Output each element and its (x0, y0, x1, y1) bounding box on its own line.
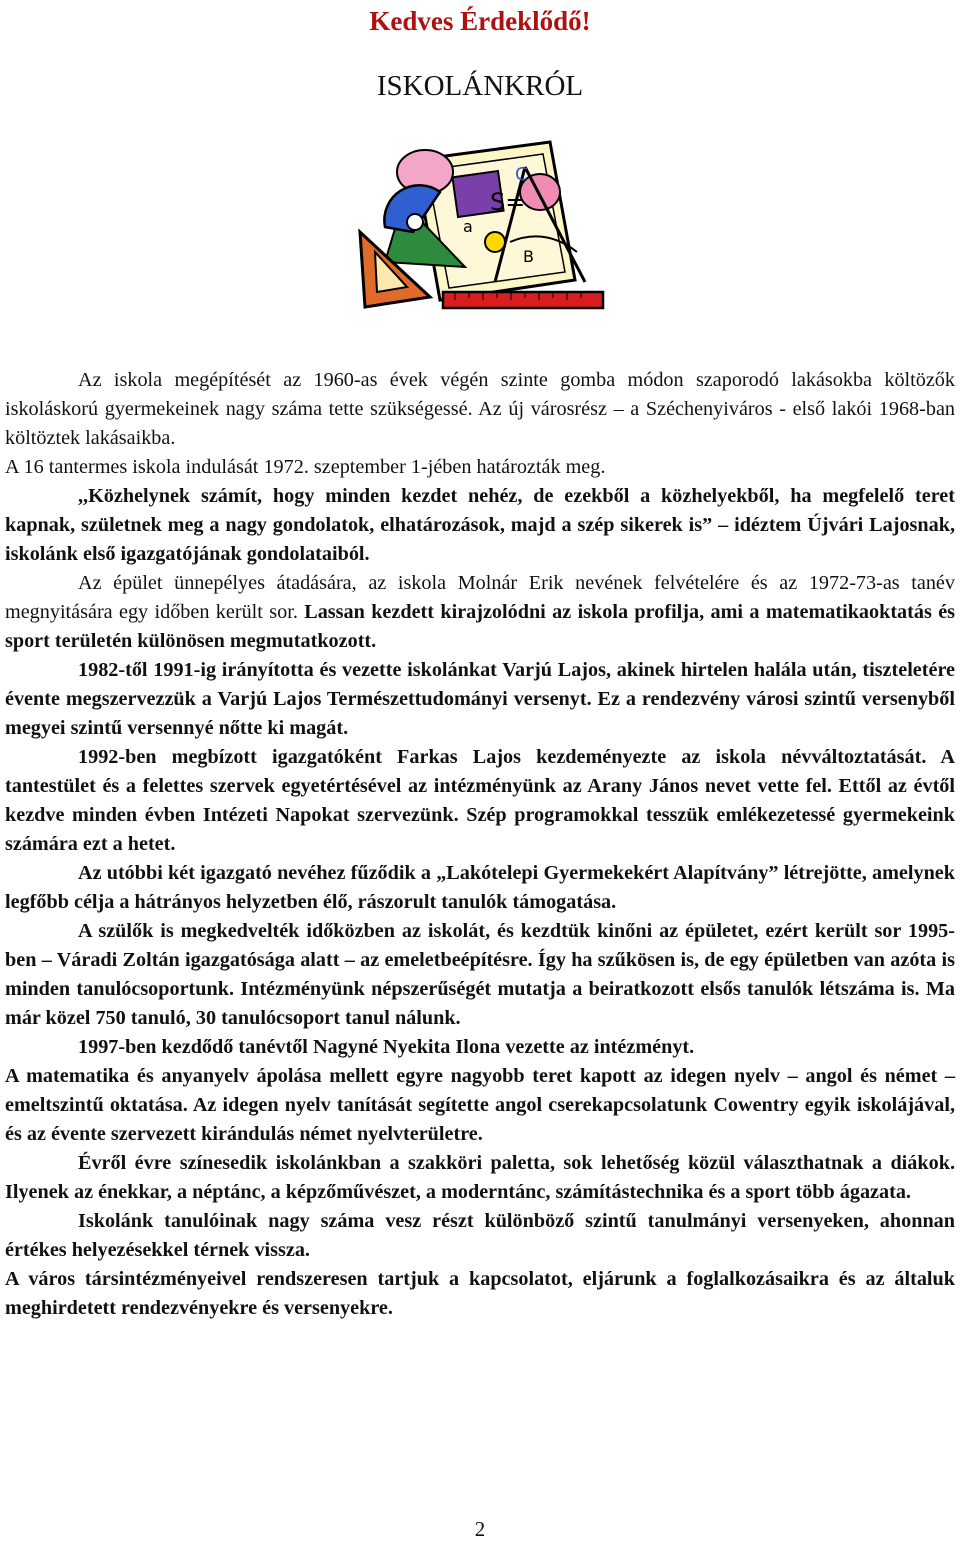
article-body (5, 366, 955, 1323)
paragraph: 1997-ben kezdődő tanévtől Nagyné Nyekita Ilona vezette az intézményt. (78, 1036, 695, 1058)
paragraph: A város társintézményeivel rendszeresen tartjuk a kapcsolatot, eljárunk a foglalkozásaikra és az általuk meghirdetett rendezvényekre és versenyekre. (5, 1268, 955, 1319)
clipart-letter: B (523, 247, 534, 266)
paragraph: 1982-től 1991-ig irányította és vezette iskolánkat Varjú Lajos, akinek hirtelen halála után, tiszteletére évente megszervezzük a Varjú Lajos Természettudományi versenyt. Ez a rendezvény városi szintű versenyből megyei szintű versennyé nőtte ki magát. (5, 659, 955, 739)
paragraph (5, 569, 955, 656)
clipart-letter: C (515, 164, 528, 185)
math-tools-clipart-icon (345, 132, 615, 322)
page-number: 2 (474, 1517, 486, 1541)
paragraph: A 16 tantermes iskola indulását 1972. szeptember 1-jében határozták meg. (5, 456, 606, 478)
page-title: ISKOLÁNKRÓL (376, 70, 584, 102)
paragraph: ,,Közhelynek számít, hogy minden kezdet nehéz, de ezekből a közhelyekből, ha megfelelő teret kapnak, születnek meg a nagy gondolatok, elhatározások, majd a szép sikerek is” – idéztem Újvári Lajosnak, iskolánk első igazgatójának gondolataiból. (5, 485, 955, 565)
clipart-letter: a (463, 217, 473, 236)
paragraph: Évről évre színesedik iskolánkban a szakköri paletta, sok lehetőség közül választhatnak a diákok. Ilyenek az énekkar, a néptánc, a képzőművészet, a moderntánc, számítástechnika és a sport több ágazata. (5, 1152, 955, 1203)
paragraph: 1992-ben megbízott igazgatóként Farkas Lajos kezdeményezte az iskola névváltoztatását. A tantestület és a felettes szervek egyetértésével az intézményünk az Arany János nevet vette fel. Ettől az évtől kezdve minden évben Intézeti Napokat szervezünk. Szép programokkal tesszük emlékezetessé gyermekeink számára ezt a hetet. (5, 746, 955, 855)
clipart-letter: S= (490, 188, 526, 216)
paragraph: A matematika és anyanyelv ápolása mellett egyre nagyobb teret kapott az idegen nyelv – angol és német – emeltszintű oktatása. Az idegen nyelv tanítását segítette angol cserekapcsolatunk Cowentry egyik iskolájával, és az évente szervezett kirándulás német nyelvterületre. (5, 1065, 955, 1145)
paragraph: A szülők is megkedvelték időközben az iskolát, és kezdtük kinőni az épületet, ezért került sor 1995-ben – Váradi Zoltán igazgatósága alatt – az emeletbeépítésre. Így ha szűkösen is, de egy épületben van azóta is minden tanulócsoportunk. Intézményünk népszerűségét mutatja a beiratkozott elsős tanulók létszáma is. Ma már közel 750 tanuló, 30 tanulócsoport tanul nálunk. (5, 920, 955, 1029)
paragraph: Az utóbbi két igazgató nevéhez fűződik a „Lakótelepi Gyermekekért Alapítvány” létrejötte, amelynek legfőbb célja a hátrányos helyzetben élő, rászorult tanulók támogatása. (5, 862, 955, 913)
paragraph: Az iskola megépítését az 1960-as évek végén szinte gomba módon szaporodó lakásokba költözők iskoláskorú gyermekeinek nagy száma tette szükségessé. Az új városrész – a Széchenyiváros - első lakói 1968-ban költöztek lakásaikba. (5, 369, 955, 449)
paragraph-part: Az épület ünnepélyes átadására, az iskola Molnár Erik nevének felvételére és az 1972-73-as tanév megnyitására egy időben került sor. (5, 572, 955, 623)
paragraph-part: Lassan kezdett kirajzolódni az iskola profilja, ami a matematikaoktatás és sport területén különösen megmutatkozott. (5, 601, 956, 652)
greeting: Kedves Érdeklődő! (369, 6, 591, 36)
paragraph: Iskolánk tanulóinak nagy száma vesz részt különböző szintű tanulmányi versenyeken, ahonnan értékes helyezésekkel térnek vissza. (5, 1210, 955, 1261)
